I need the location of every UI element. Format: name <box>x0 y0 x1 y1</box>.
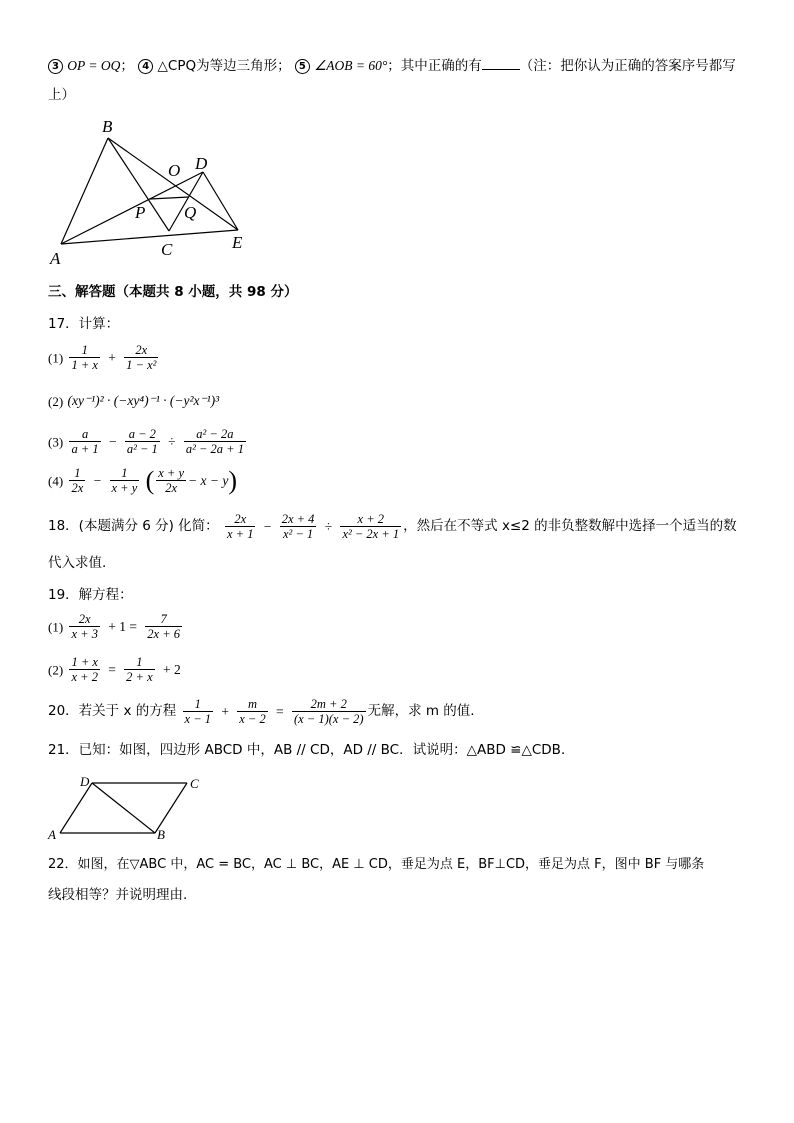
section-3-title: 三、解答题（本题共 8 小题，共 98 分） <box>48 284 298 300</box>
fraction: $\frac{1}{2x}$ <box>71 466 84 496</box>
fraction: $\frac{1}{2 + x}$ <box>126 655 153 685</box>
right-paren: ) <box>228 465 238 495</box>
q18-head: 18．(本题满分 6 分) 化简： <box>48 518 219 535</box>
fraction: $\frac{7}{2x + 6}$ <box>147 612 181 642</box>
q17-part4: (4) $\frac{1}{2x}$ − $\frac{1}{x + y}$ ( $\frac{x + y}{2x}$ − x − y) <box>48 465 238 496</box>
fraction: $\frac{2x}{\text{1 − x²}}$ <box>126 343 157 373</box>
segment-AE <box>61 230 238 244</box>
fraction: $\frac{2x + 4}{\text{x² − 1}}$ <box>281 512 315 542</box>
figure-triangles <box>40 112 300 272</box>
label-D: D <box>80 774 90 789</box>
q17-part2-expression: (xy⁻¹)² · (−xy⁴)⁻¹ · (−y²x⁻¹)³ <box>67 393 220 408</box>
q17-part3-label: (3) <box>48 434 64 450</box>
answer-blank <box>482 57 520 70</box>
q20-tail: 无解，求 m 的值. <box>367 703 475 720</box>
segment-BE <box>108 138 238 230</box>
fraction: $\frac{a - 2}{\text{a² − 1}}$ <box>126 427 158 457</box>
q17-part1-label: (1) <box>48 350 64 366</box>
fraction: $\frac{2m + 2}{(x - 1)(x - 2)}$ <box>293 697 364 727</box>
circle-number-4: 4 <box>138 59 153 74</box>
options-tail: ；其中正确的有 <box>387 58 482 74</box>
options-note-continued: 上） <box>48 87 75 103</box>
label-C: C <box>161 240 173 259</box>
q19-head: 19．解方程： <box>48 587 133 603</box>
label-E: E <box>232 233 243 252</box>
q20-head: 20．若关于 x 的方程 <box>48 703 177 720</box>
segment-DE <box>203 172 238 230</box>
item4-text: △CPQ为等边三角形； <box>157 58 291 74</box>
q18-continued: 代入求值. <box>48 555 107 571</box>
label-A: A <box>50 249 61 268</box>
options-line <box>48 57 736 74</box>
figure-parallelogram <box>44 772 214 842</box>
q17-part2-label: (2) <box>48 394 64 409</box>
segment-AD <box>60 783 92 833</box>
fraction: $\frac{1}{1 + x}$ <box>71 343 98 373</box>
q21-text: 21．已知：如图，四边形 ABCD 中，AB // CD，AD // BC．试说明：△ABD ≌△CDB． <box>48 742 575 758</box>
q22-line2: 线段相等？并说明理由. <box>48 887 188 903</box>
segment-CB <box>155 783 187 833</box>
q17-part4-label: (4) <box>48 473 64 489</box>
item5-expression: ∠AOB = 60° <box>314 58 388 73</box>
q17-part3: (3) $\frac{a}{a + 1}$ − $\frac{a - 2}{\text{a² − 1}}$ ÷ $\frac{\text{a² − 2a}}{\text{a² − 2a + 1}}$ <box>48 427 244 457</box>
left-paren: ( <box>145 465 155 495</box>
fraction: $\frac{m}{x - 2}$ <box>239 697 266 727</box>
label-O: O <box>168 161 181 180</box>
fraction: $\frac{1}{x + y}$ <box>111 466 138 496</box>
q19-part1: (1) $\frac{2x}{x + 3}$ + 1 = $\frac{7}{2x + 6}$ <box>48 612 181 642</box>
q18-tail: ，然后在不等式 x≤2 的非负整数解中选择一个适当的数 <box>403 518 737 535</box>
fraction: $\frac{2x}{x + 1}$ <box>226 512 254 542</box>
semicolon: ； <box>120 58 134 74</box>
fraction: $\frac{2x}{x + 3}$ <box>71 612 98 642</box>
segment-DB <box>92 783 155 833</box>
fraction: $\frac{x + y}{2x}$ <box>158 466 185 496</box>
label-A: A <box>48 827 56 842</box>
fraction: $\frac{1 + x}{x + 2}$ <box>71 655 98 685</box>
q17-part1: (1) $\frac{1}{1 + x}$ + $\frac{2x}{\text{1 − x²}}$ <box>48 343 157 373</box>
item3-expression: OP = OQ <box>67 58 121 73</box>
figure-lines <box>61 138 238 244</box>
fraction: $\frac{1}{x - 1}$ <box>184 697 212 727</box>
q17-head: 17．计算： <box>48 316 120 332</box>
circle-number-3: 3 <box>48 59 63 74</box>
label-P: P <box>135 203 146 222</box>
label-B: B <box>157 827 165 842</box>
segment-PQ <box>150 197 189 199</box>
label-B: B <box>102 117 113 136</box>
label-C: C <box>190 776 199 791</box>
q22-line1: 22．如图，在▽ABC 中，AC = BC，AC ⊥ BC，AE ⊥ CD，垂足为点 E，BF⊥CD，垂足为点 F，图中 BF 与哪条 <box>48 857 705 872</box>
fraction: $\frac{\text{a² − 2a}}{\text{a² − 2a + 1}}$ <box>185 427 244 457</box>
q20-line: 20．若关于 x 的方程 $\frac{1}{x - 1}$ + $\frac{m}{x - 2}$ = $\frac{2m + 2}{(x - 1)(x - 2)}$ 无解，求 m 的值. <box>48 697 475 727</box>
segment-AB <box>61 138 108 244</box>
fraction: $\frac{x + 2}{\text{x² − 2x + 1}}$ <box>342 512 400 542</box>
label-D: D <box>195 154 208 173</box>
label-Q: Q <box>184 203 197 222</box>
circle-number-5: 5 <box>295 59 310 74</box>
q18-line: 18．(本题满分 6 分) 化简： $\frac{2x}{x + 1}$ − $\frac{2x + 4}{\text{x² − 1}}$ ÷ $\frac{x + 2}{\text{x² − 2x + 1}}$ ，然后在不等式 x≤2 的非负整数解中选择一个适当的数 <box>48 512 737 542</box>
options-note: （注：把你认为正确的答案序号都写 <box>519 58 736 74</box>
q17-part2 <box>48 394 219 409</box>
fraction: $\frac{a}{a + 1}$ <box>71 427 99 457</box>
q19-part2: (2) $\frac{1 + x}{x + 2}$ = $\frac{1}{2 + x}$ + 2 <box>48 655 181 685</box>
